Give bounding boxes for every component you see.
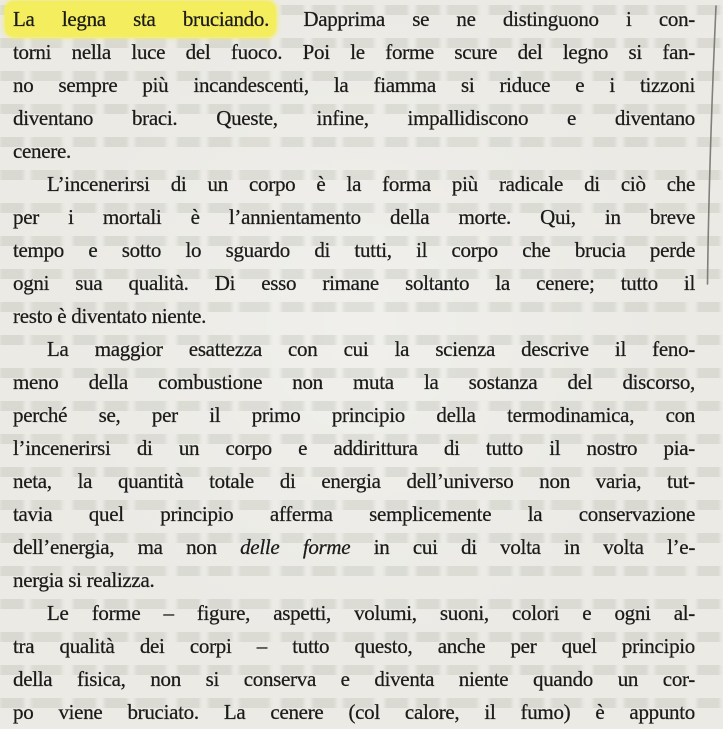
text-segment: resto è diventato niente. xyxy=(13,304,207,328)
text-segment: per i mortali è l’annientamento della morte. Qui, in breve xyxy=(13,205,695,229)
text-line xyxy=(13,564,695,597)
text-line xyxy=(13,102,695,135)
text-line xyxy=(13,333,695,366)
text-line xyxy=(13,432,695,465)
text-segment: Dapprima se ne distinguono i con- xyxy=(276,7,695,31)
text-line xyxy=(13,300,695,333)
text-segment: nergia si realizza. xyxy=(13,568,155,592)
text-segment: dell’energia, ma non xyxy=(13,535,241,559)
text-block xyxy=(13,3,695,729)
text-segment: ogni sua qualità. Di esso rimane soltanto la cenere; tutto il xyxy=(13,271,695,295)
text-line xyxy=(13,366,695,399)
text-segment: in cui di volta in volta l’e- xyxy=(350,535,696,559)
text-line xyxy=(13,630,695,663)
text-line xyxy=(13,36,695,69)
text-segment: della fisica, non si conserva e diventa niente quando un cor- xyxy=(13,667,695,691)
text-line xyxy=(13,201,695,234)
italic-phrase: delle forme xyxy=(240,535,351,559)
text-line xyxy=(13,3,695,36)
text-line xyxy=(13,663,695,696)
text-segment: torni nella luce del fuoco. Poi le forme scure del legno si fan- xyxy=(13,40,695,64)
text-segment: po viene bruciato. La cenere (col calore, il fumo) è appunto xyxy=(13,700,695,724)
text-segment: tempo e sotto lo sguardo di tutti, il corpo che brucia perde xyxy=(13,238,695,262)
text-line xyxy=(13,597,695,630)
text-segment: no sempre più incandescenti, la fiamma si riduce e i tizzoni xyxy=(13,73,695,97)
text-segment: tra qualità dei corpi – tutto questo, anche per quel principio xyxy=(13,634,695,658)
text-segment: cenere. xyxy=(13,139,71,163)
text-line xyxy=(13,465,695,498)
text-segment: diventano braci. Queste, infine, impallidiscono e diventano xyxy=(13,106,695,130)
text-line xyxy=(13,69,695,102)
text-segment: l’incenerirsi di un corpo e addirittura di tutto il nostro pia- xyxy=(13,436,695,460)
highlighted-sentence: La legna sta bruciando. xyxy=(5,1,276,37)
text-segment: meno della combustione non muta la sostanza del discorso, xyxy=(13,370,695,394)
text-segment: La maggior esattezza con cui la scienza descrive il feno- xyxy=(47,337,695,361)
text-segment: perché se, per il primo principio della termodinamica, con xyxy=(13,403,695,427)
text-segment: L’incenerirsi di un corpo è la forma più radicale di ciò che xyxy=(47,172,695,196)
text-line xyxy=(13,696,695,729)
text-line xyxy=(13,267,695,300)
text-segment: tavia quel principio afferma semplicemente la conservazione xyxy=(13,502,695,526)
text-line xyxy=(13,135,695,168)
text-line xyxy=(13,531,695,564)
text-line xyxy=(13,399,695,432)
text-segment: Le forme – figure, aspetti, volumi, suoni, colori e ogni al- xyxy=(47,601,695,625)
text-segment: neta, la quantità totale di energia dell’universo non varia, tut- xyxy=(13,469,695,493)
text-line xyxy=(13,498,695,531)
text-line xyxy=(13,234,695,267)
page-edge-curl-line xyxy=(699,0,723,300)
text-line xyxy=(13,168,695,201)
